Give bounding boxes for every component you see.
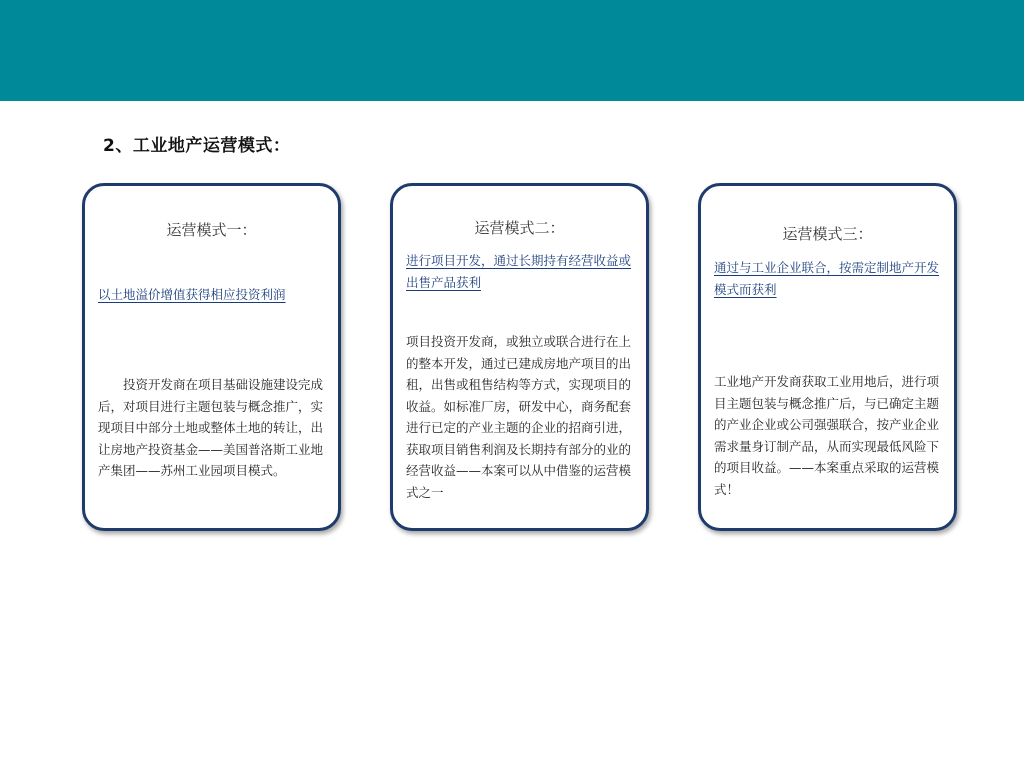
card-summary: 通过与工业企业联合，按需定制地产开发模式而获利 — [714, 260, 940, 297]
header-banner — [0, 0, 1024, 101]
operation-mode-card-1 — [82, 183, 341, 531]
operation-mode-card-2 — [390, 183, 649, 531]
card-body-text: 工业地产开发商获取工业用地后，进行项目主题包装与概念推广后，与已确定主题的产业企业或公司强强联合，按产业企业需求量身订制产品，从而实现最低风险下的项目收益。——本案重点采取的运营模式！ — [714, 374, 940, 497]
card-body-text: 项目投资开发商，或独立或联合进行在上的整本开发，通过已建成房地产项目的出租，出售或租售结构等方式，实现项目的收益。如标准厂房，研发中心，商务配套进行已定的产业主题的企业的招商引进，获取项目销售利润及长期持有部分的业的经营收益——本案可以从中借鉴的运营模式之一 — [406, 334, 632, 500]
card-heading: 运营模式一： — [166, 221, 257, 239]
slide-title: 2、工业地产运营模式： — [103, 136, 291, 156]
card-heading: 运营模式二： — [474, 219, 565, 237]
card-body-text: 投资开发商在项目基础设施建设完成后，对项目进行主题包装与概念推广，实现项目中部分土地或整体土地的转让，出让房地产投资基金——美国普洛斯工业地产集团——苏州工业园项目模式。 — [98, 377, 324, 478]
card-summary: 以土地溢价增值获得相应投资利润 — [98, 287, 286, 302]
card-summary: 进行项目开发，通过长期持有经营收益或出售产品获利 — [406, 253, 632, 290]
operation-mode-card-3 — [698, 183, 957, 531]
card-heading: 运营模式三： — [782, 225, 873, 243]
